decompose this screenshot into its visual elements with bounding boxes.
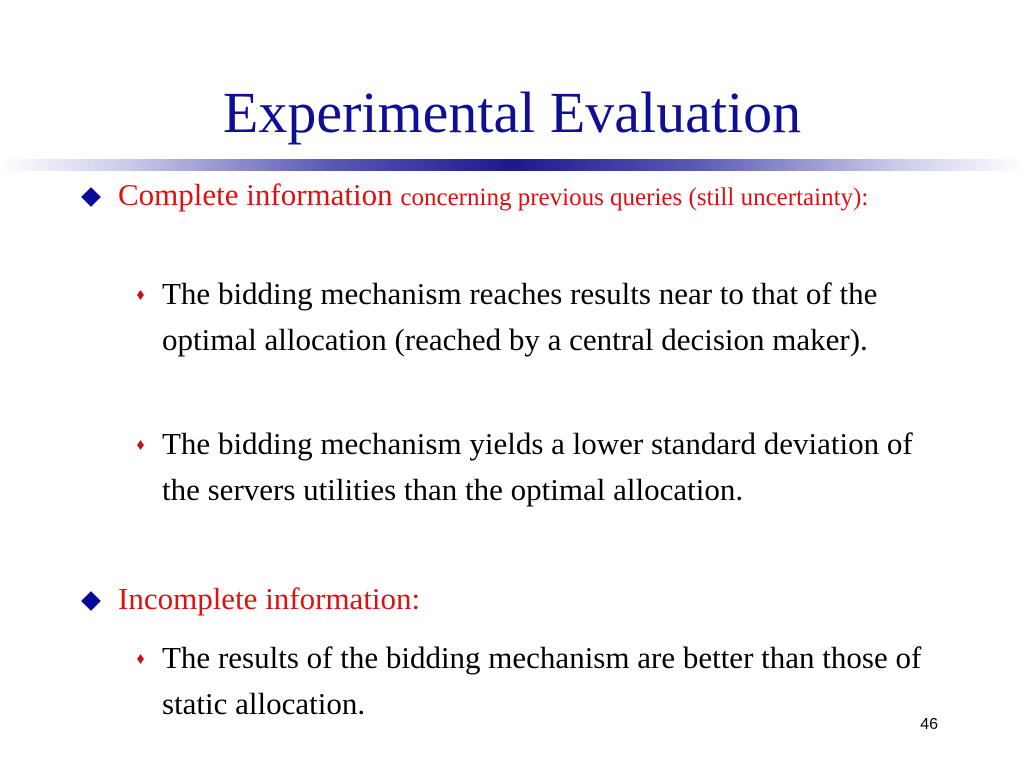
sub-bullet-icon — [137, 654, 144, 664]
bullet-label: Incomplete information: — [118, 581, 421, 616]
title-divider — [0, 159, 1024, 171]
sub-item-static-allocation: The results of the bidding mechanism are better than those of static allocation. — [162, 640, 922, 721]
diamond-bullet-icon — [81, 187, 101, 207]
sub-item-optimal-allocation: The bidding mechanism reaches results near to that of the optimal allocation (reached by a central decision maker). — [162, 276, 878, 357]
sub-bullet-icon — [137, 290, 144, 300]
bullet-incomplete-information — [118, 579, 908, 618]
slide-title: Experimental Evaluation — [222, 80, 802, 145]
bullet-label: Complete information — [118, 177, 393, 212]
sub-item-standard-deviation: The bidding mechanism yields a lower standard deviation of the servers utilities than the optimal allocation. — [162, 426, 913, 507]
bullet-detail: concerning previous queries (still uncertainty): — [400, 184, 869, 211]
bullet-complete-information — [118, 175, 908, 217]
sub-bullet-icon — [137, 440, 144, 450]
page-number: 46 — [920, 716, 938, 733]
diamond-bullet-icon — [81, 591, 101, 611]
